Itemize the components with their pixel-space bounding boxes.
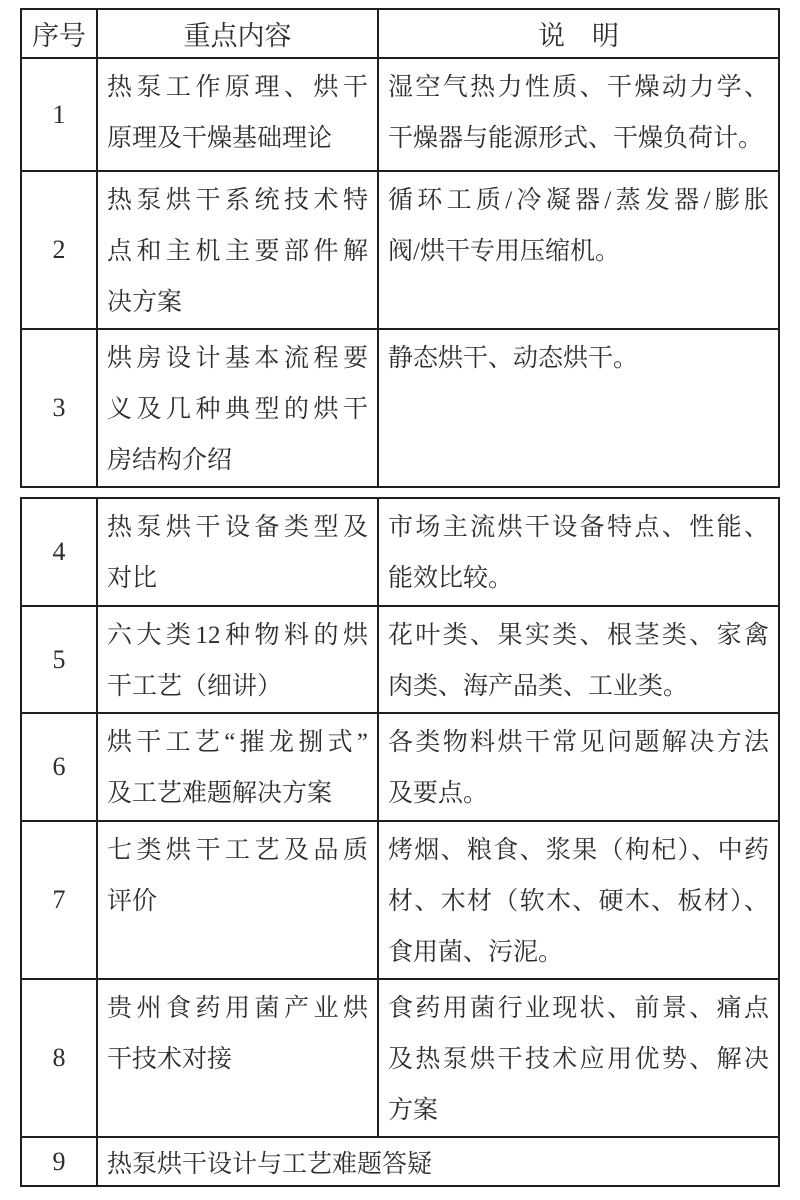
text-line: 六大类12种物料的烘: [107, 622, 368, 649]
table-row: [21, 979, 779, 1137]
text-line: 干工艺（细讲）: [107, 673, 283, 700]
note-cell: [378, 821, 779, 979]
content-cell: [97, 979, 378, 1137]
text-line: 干燥器与能源形式、干燥负荷计。: [388, 125, 764, 152]
table-row: [21, 329, 779, 487]
merged-content-cell: 热泵烘干设计与工艺难题答疑: [97, 1137, 779, 1186]
note-cell: [378, 498, 779, 606]
row-number: 7: [21, 821, 97, 979]
course-table-part1: [20, 8, 780, 488]
row-number: 9: [21, 1137, 97, 1186]
text-line: 原理及干燥基础理论: [107, 125, 333, 152]
table-split-gap: [20, 488, 778, 497]
text-line: 食用菌、污泥。: [388, 939, 564, 966]
header-num: 序号: [21, 9, 97, 58]
row-number: 1: [21, 58, 97, 171]
table-row: [21, 713, 779, 821]
text-line: 点和主机主要部件解: [107, 238, 368, 265]
note-cell: [378, 713, 779, 821]
text-line: 市场主流烘干设备特点、性能、: [388, 514, 769, 541]
text-line: 烘房设计基本流程要: [107, 345, 368, 372]
table-row: [21, 1137, 779, 1186]
text-line: 材、木材（软木、硬木、板材）、: [388, 888, 769, 915]
table-row: [21, 58, 779, 171]
row-number: 5: [21, 606, 97, 713]
text-line: 湿空气热力性质、干燥动力学、: [388, 74, 769, 101]
text-line: 及要点。: [388, 780, 489, 807]
content-cell: [97, 58, 378, 171]
content-cell: [97, 821, 378, 979]
content-cell: [97, 498, 378, 606]
header-content: 重点内容: [97, 9, 378, 58]
note-cell: [378, 606, 779, 713]
text-line: 贵州食药用菌产业烘: [107, 995, 368, 1022]
text-line: 花叶类、果实类、根茎类、家禽: [388, 622, 769, 649]
text-line: 热泵工作原理、烘干: [107, 74, 368, 101]
text-line: 热泵烘干系统技术特: [107, 187, 368, 214]
row-number: 3: [21, 329, 97, 487]
text-line: 烤烟、粮食、浆果（枸杞）、中药: [388, 837, 769, 864]
text-line: 决方案: [107, 289, 183, 316]
text-line: 食药用菌行业现状、前景、痛点: [388, 995, 769, 1022]
table-row: [21, 606, 779, 713]
text-line: 能效比较。: [388, 565, 514, 592]
text-line: 干技术对接: [107, 1046, 233, 1073]
text-line: 肉类、海产品类、工业类。: [388, 673, 689, 700]
text-line: 烘干工艺“摧龙捌式”: [107, 729, 368, 756]
table-row: [21, 498, 779, 606]
text-line: 各类物料烘干常见问题解决方法: [388, 729, 769, 756]
text-line: 七类烘干工艺及品质: [107, 837, 368, 864]
note-cell: [378, 58, 779, 171]
row-number: 8: [21, 979, 97, 1137]
text-line: 评价: [107, 888, 158, 915]
text-line: 静态烘干、动态烘干。: [388, 345, 639, 372]
text-line: 对比: [107, 565, 158, 592]
text-line: 循环工质/冷凝器/蒸发器/膨胀: [388, 187, 769, 214]
note-cell: [378, 171, 779, 329]
text-line: 及热泵烘干技术应用优势、解决: [388, 1046, 769, 1073]
table-row: [21, 821, 779, 979]
row-number: 4: [21, 498, 97, 606]
content-cell: [97, 171, 378, 329]
text-line: 房结构介绍: [107, 447, 233, 474]
text-line: 及工艺难题解决方案: [107, 780, 333, 807]
note-cell: [378, 979, 779, 1137]
row-number: 2: [21, 171, 97, 329]
text-line: 热泵烘干设备类型及: [107, 514, 368, 541]
text-line: 阀/烘干专用压缩机。: [388, 238, 620, 265]
note-cell: [378, 329, 779, 487]
course-table-part2: [20, 497, 780, 1187]
header-note: 说 明: [378, 9, 779, 58]
table-row: [21, 171, 779, 329]
row-number: 6: [21, 713, 97, 821]
content-cell: [97, 329, 378, 487]
content-cell: [97, 606, 378, 713]
text-line: 方案: [388, 1097, 439, 1124]
content-cell: [97, 713, 378, 821]
table-header-row: [21, 9, 779, 58]
text-line: 义及几种典型的烘干: [107, 396, 368, 423]
